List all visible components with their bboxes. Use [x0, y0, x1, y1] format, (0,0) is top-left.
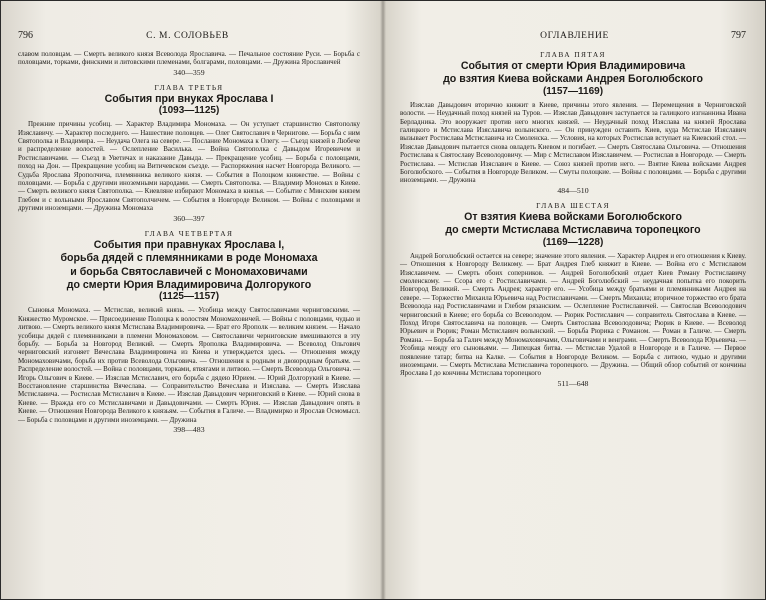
chapter-4-pages: 398—483	[173, 425, 205, 434]
left-page-number: 796	[18, 30, 33, 41]
chapter-5-dates: (1157—1169)	[542, 85, 604, 97]
chapter-5-title-line-2: до взятия Киева войсками Андрея Боголюбского	[443, 73, 703, 86]
left-running-head	[18, 30, 360, 41]
chapter-5-pages: 484—510	[557, 185, 589, 195]
chapter-5-label: ГЛАВА ПЯТАЯ	[540, 50, 606, 59]
chapter-4-title-line-4: до смерти Юрия Владимировича Долгорукого	[66, 278, 312, 291]
chapter-6-pages: 511—648	[557, 378, 589, 388]
chapter-3-dates: (1093—1125)	[158, 105, 220, 117]
chapter-4-title-line-1: События при правнуках Ярослава I,	[93, 238, 285, 251]
chapter-6-dates: (1169—1228)	[542, 236, 604, 248]
chapter-5-summary: Изяслав Давыдович вторично княжит в Киеве, причины этого явления. — Перемещения в Черниговской волости. — Неудачный поход князей на Туров. — Изяслав Давыдович заступается за галицкого изгнанника Ивана Берладника. Это вооружает против него многих князей. — Неудачный поход Изяслава на князей Ярослава галицкого и Мстислава Изяславича волынского. — Он принужден оставить Киев, куда Мстислав Изяславич вызывает Ростислава Мстиславича из Смоленска. — Условия, на которых Ростислав вступает на Киевский стол. — Изяслав Давыдович пытается снова овладеть Киевом и погибает. — Смерть Святослава Ольговича. — Отношения Ростислава к Святославу Всеволодовичу. — Мир с Мстиславом Изяславичем. — Ростислав в Новгороде. — Смерть Ростислава. — Мстислав Изяславич в Киеве. — Союз князей против него. — Взятие Киева войсками Андрея Боголюбского. — События в Новгороде Великом. — Смуты полоцкие. — Войны с половцами. — Борьба с другими иноземцами. — Дружина	[400, 100, 746, 185]
chapter-3-summary: Прежние причины усобиц. — Характер Владимира Мономаха. — Он уступает старшинство Святополку Изяславичу. — Характер последнего. — Нашествие половцев. — Олег Святославич в Чернигове. — Борьба с ним Святополка и Владимира. — Неудача Олега на севере. — Послание Мономаха к Олегу. — Съезд князей в Любече и распределение волостей. — Ослепление Василька. — Война Святополка с Давыдом Игоревичем и Ростиславичами. — Съезд в Уветичах и наказание Давыда. — Прекращение усобиц. — Борьба с половцами, поход на Дон. — Прекращение усобиц на Витичевском съезде. — Распоряжения насчет Новгорода Великого. — Судьба Ярослава Ярополчича, племянника великого князя. — События в Полоцком княжестве. — Войны с половцами. — Борьба с другими иноземными народами. — Смерть Святополка. — Владимир Мономах в Киеве. — Смерть великого князя Святополка. — Киевляне избирают Мономаха в князья. — Событие с Минским князем Глебом и с вольными Ярославом Святополчичем. — События в Новгороде Великом. — Войны с половцами и другими иноземцами. — Дружина Мономаха	[18, 120, 360, 213]
chapter-4-summary: Сыновья Мономаха. — Мстислав, великий князь. — Усобица между Святославичами черниговскими. — Княжество Муромское. — Присоединение Полоцка к волостям Мономаховичей. — Войны с половцами, чудью и литвою. — Смерть великого князя Мстислава Владимировича. — Брат его Ярополк — великим князем. — Начало усобицы дядей с племянниками в племени Мономаховом. — Святославичи черниговские вмешиваются в эту борьбу. — Борьба за Новгород Великий. — Смерть Ярополка Владимировича. — Всеволод Ольгович черниговский изгоняет Вячеслава Владимировича из Киева и утверждается здесь. — Отношения между Мономаховичами, борьба их против Всеволода Ольговича. — Отношения к родным и двоюродным братьям. — Распределение волостей. — Война с половцами, торками, ятвягами и литвою. — Смерть Всеволода Ольговича. — Игорь Ольгович в Киеве. — Изяслав Мстиславич, его борьба с дядею Юрием. — Юрий Долгорукий в Киеве. — Восстановление старшинства Вячеслава. — Соправительство Вячеслава и Изяслава. — Смерть Изяслава Мстиславича. — Ростислав Мстиславич в Киеве. — Изяслав Давыдович черниговский в Киеве. — Юрий снова в Киеве. — Вражда его со Мстиславичами и Давыдовичами. — Смерть Юрия. — Изяслав Давыдович опять в Киеве. — Отношения Новгорода Великого к князьям. — События в Галиче. — Владимирко и Ярослав Осмомысл. — Борьба с половцами и другими иноземцами. — Дружина	[18, 306, 360, 424]
right-running-head	[400, 30, 746, 41]
right-page	[386, 0, 760, 600]
chapter-4-label: ГЛАВА ЧЕТВЕРТАЯ	[144, 228, 234, 238]
chapter-6-title-line-2: до смерти Мстислава Мстиславича торопецкого	[445, 224, 701, 237]
chapter-4-dates: (1125—1157)	[158, 291, 220, 303]
chapter-3-title: События при внуках Ярослава I	[104, 92, 274, 105]
left-running-title: С. М. СОЛОВЬЕВ	[146, 31, 229, 41]
chapter-3-label: ГЛАВА ТРЕТЬЯ	[154, 82, 224, 92]
intro-pages: 340—359	[173, 67, 205, 77]
left-page	[0, 0, 380, 600]
intro-text: славом половцам. — Смерть великого князя Всеволода Ярославича. — Печальное состояние Руси. — Борьба с половцами, торками, финскими и литовскими племенами, болгарами, половцами. — Дружина Ярославичей	[18, 50, 360, 67]
chapter-4-title-line-3: и борьба Святославичей с Мономаховичами	[70, 265, 308, 278]
chapter-3-pages: 360—397	[173, 213, 205, 223]
right-page-number: 797	[731, 30, 746, 41]
chapter-6-summary: Андрей Боголюбский остается на севере; значение этого явления. — Характер Андрея и его отношения к Киеву. — Отношения к Новгороду Великому. — Брат Андрея Глеб княжит в Киеве. — Война его с Мстиславом Изяславичем. — Смерть обоих соперников. — Андрей Боголюбский отдает Киев Роману Ростиславичу смоленскому. — Ссора его с Ростиславичами. — Андрей Боголюбский — неудачная попытка его покорить Новгород Великий. — Смерть Андрея; характер его. — Усобица между братьями и племянниками Андрея на севере. — Торжество Михаила Юрьевича над Ростиславичами. — Смерть Михаила; вторичное торжество его брата Всеволода над Ростиславичами и Глебом рязанским. — Ослепление Ростиславичей. — Святослав Всеволодович черниговский в Киеве; его борьба со Всеволодом. — Рюрик Ростиславич — соправитель Святослава в Киеве. — Поход Игоря Святославича на половцев. — Смерть Святослава Всеволодовича; Рюрик в Киеве. — Всеволод Юрьевич и Рюрик; Роман Мстиславич волынский. — Борьба Рюрика с Романом. — Роман в Галиче. — Смерть Романа. — Борьба за Галич между Мономаховичами, Ольговичами и венграми. — Смерть Всеволода Юрьевича. — Усобица между его сыновьями. — Липецкая битва. — Мстислав Удалой в Новгороде и в Галиче. — Первое появление татар; битва на Калке. — События в Новгороде Великом. — Борьба с литвою, чудью и другими иноземцами. — Смерть Мстислава Мстиславича торопецкого. — Дружина. — Общий обзор событий от кончины Ярослава I до кончины Мстислава торопецкого	[400, 251, 746, 378]
chapter-5-title-line-1: События от смерти Юрия Владимировича	[460, 60, 686, 72]
right-running-title: ОГЛАВЛЕНИЕ	[540, 31, 609, 41]
chapter-6-title-line-1: От взятия Киева войсками Боголюбского	[464, 210, 682, 223]
chapter-4-title-line-2: борьба дядей с племянниками в роде Мономаха	[60, 252, 318, 265]
chapter-6-label: ГЛАВА ШЕСТАЯ	[536, 200, 610, 210]
